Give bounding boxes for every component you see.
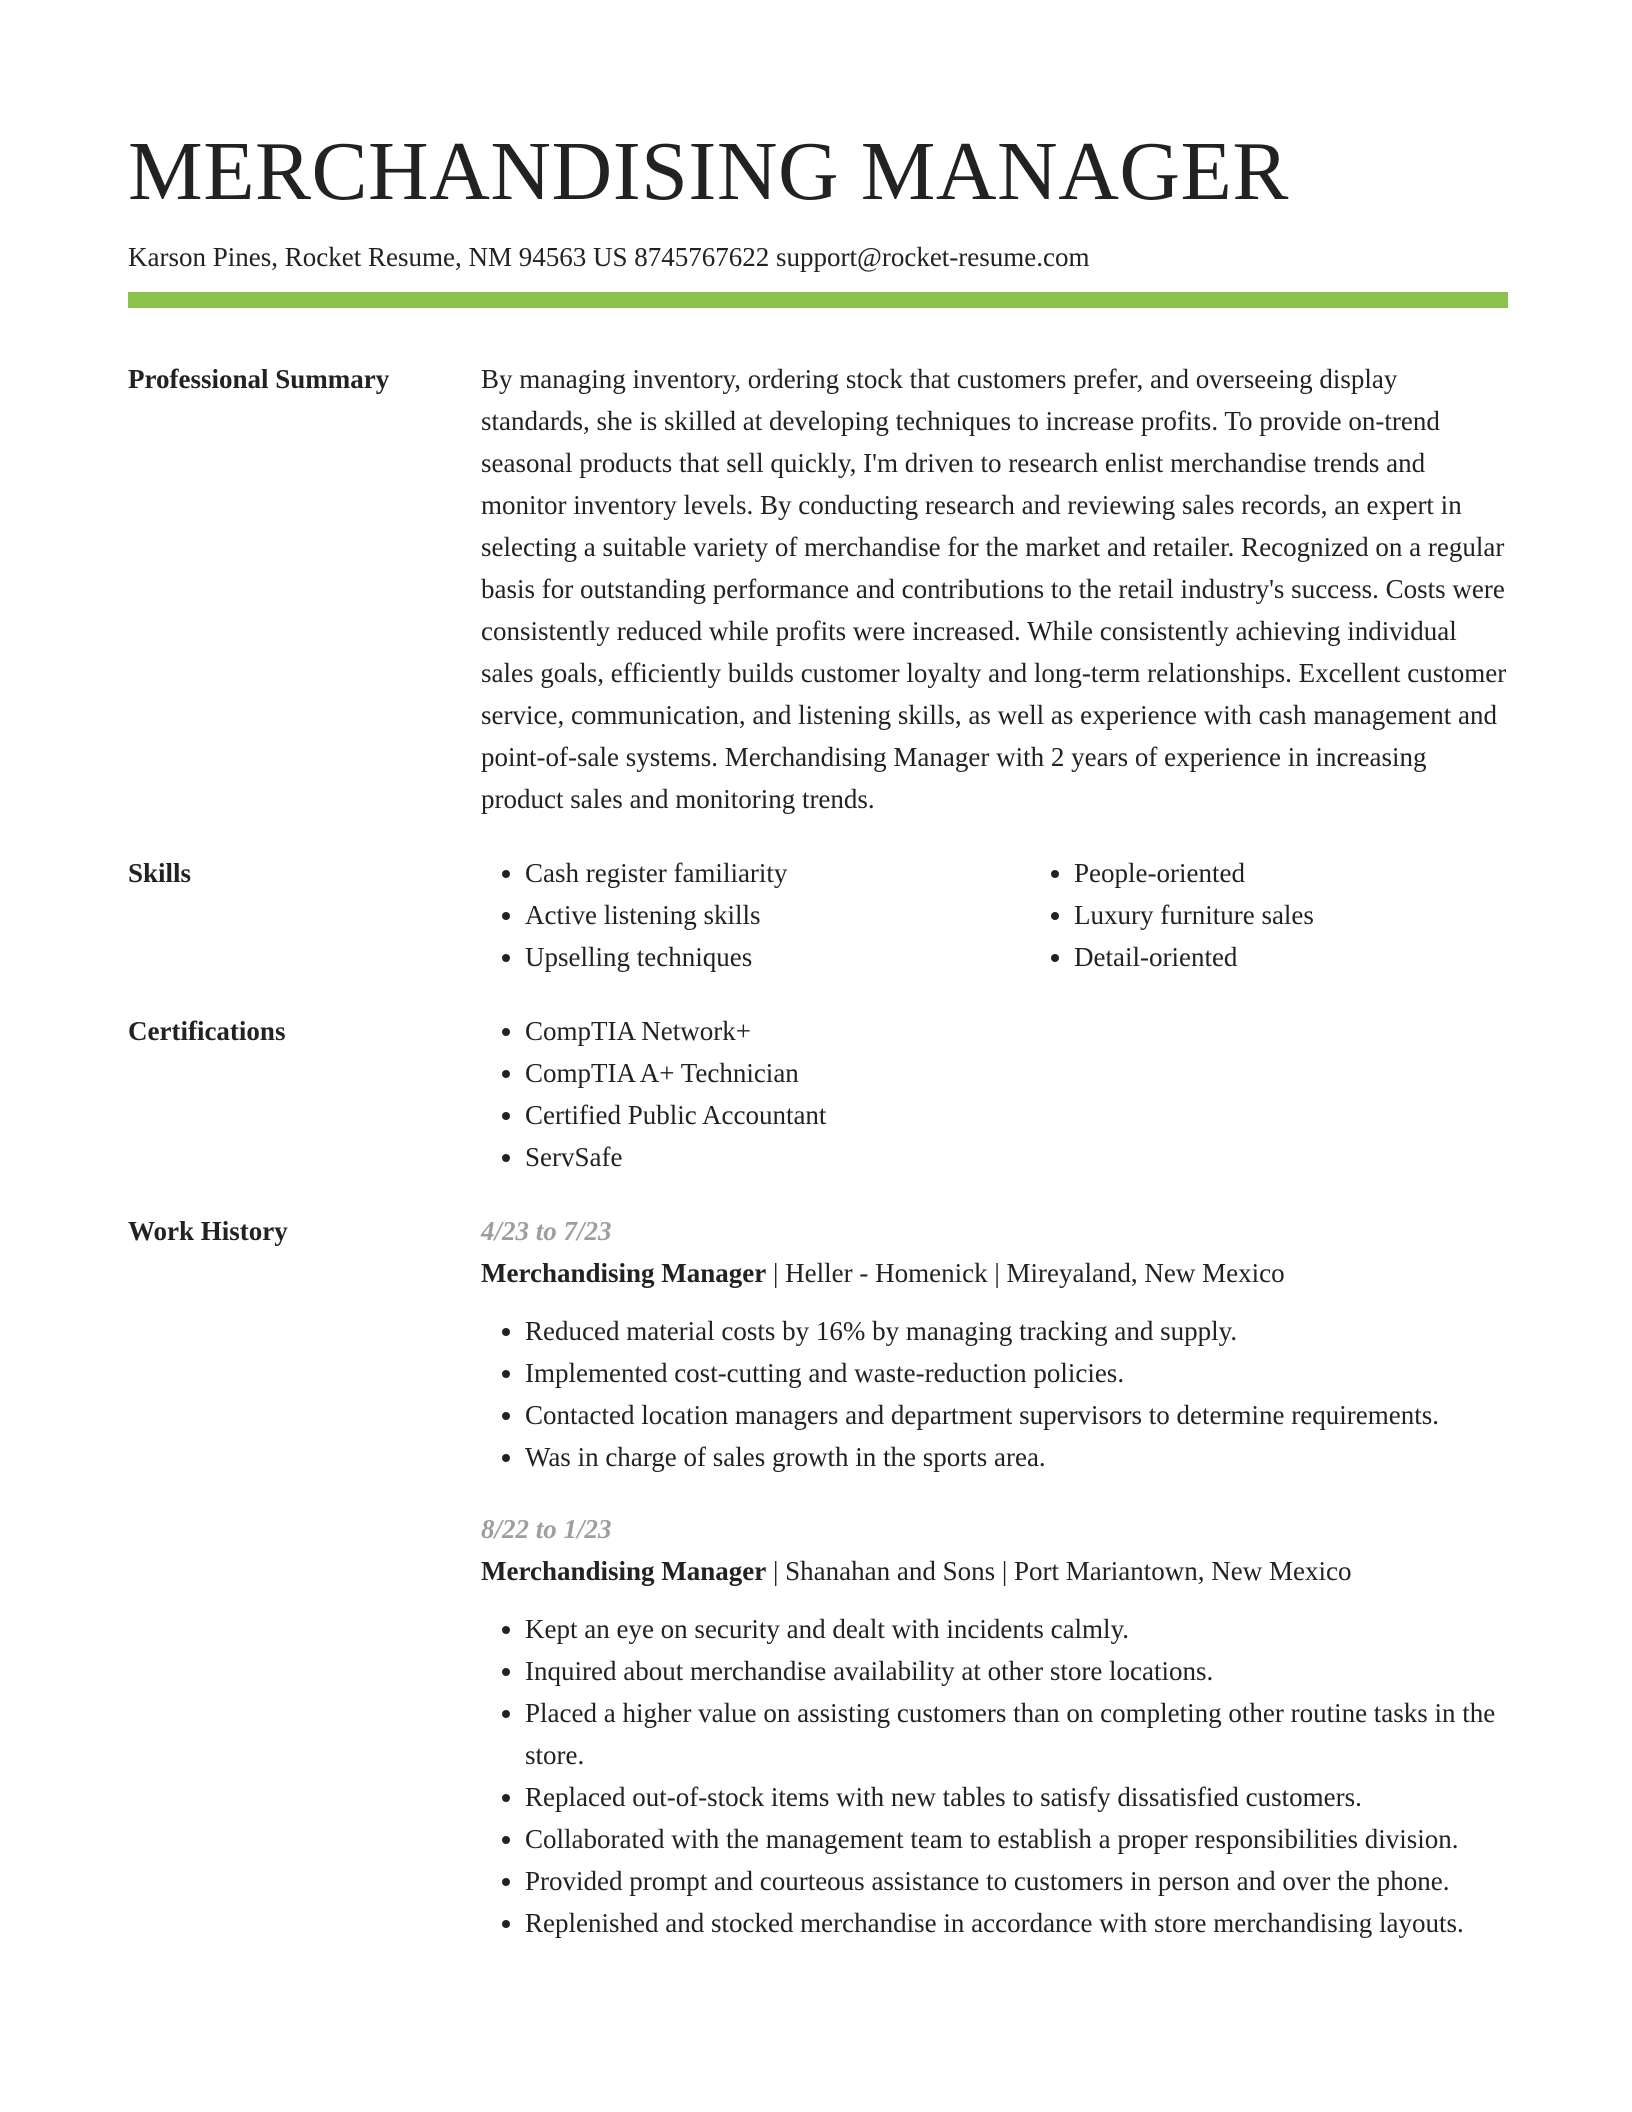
- skills-section: [128, 852, 1508, 978]
- contact-line: Karson Pines, Rocket Resume, NM 94563 US 8745767622 support@rocket-resume.com: [128, 242, 1090, 272]
- section-label: Work History: [128, 1216, 288, 1246]
- skill-item: • People-oriented: [1074, 852, 1579, 894]
- job-heading: [481, 1550, 1508, 1592]
- resume-name: MERCHANDISING MANAGER: [128, 125, 1289, 218]
- job-bullets: [481, 1608, 1508, 1944]
- job-company-location: | Shanahan and Sons | Port Mariantown, New Mexico: [766, 1556, 1352, 1586]
- summary-text: By managing inventory, ordering stock that customers prefer, and overseeing display standards, she is skilled at developing techniques to increase profits. To provide on-trend seasonal products that sell quickly, I'm driven to research enlist merchandise trends and monitor inventory levels. By conducting research and reviewing sales records, an expert in selecting a suitable variety of merchandise for the market and retailer. Recognized on a regular basis for outstanding performance and contributions to the retail industry's success. Costs were consistently reduced while profits were increased. While consistently achieving individual sales goals, efficiently builds customer loyalty and long-term relationships. Excellent customer service, communication, and listening skills, as well as experience with cash management and point-of-sale systems. Merchandising Manager with 2 years of experience in increasing product sales and monitoring trends.: [481, 364, 1507, 814]
- skill-item: • Upselling techniques: [525, 936, 1030, 978]
- job-bullet: • Implemented cost-cutting and waste-reduction policies.: [525, 1352, 1508, 1394]
- job-title: Merchandising Manager: [481, 1556, 767, 1586]
- skills-list-col2: [1030, 852, 1579, 978]
- job-dates: 8/22 to 1/23: [481, 1514, 612, 1544]
- job-bullet: • Replaced out-of-stock items with new tables to satisfy dissatisfied customers.: [525, 1776, 1508, 1818]
- job-bullet: • Reduced material costs by 16% by managing tracking and supply.: [525, 1310, 1508, 1352]
- job-entry: [481, 1508, 1508, 1944]
- job-bullet: • Replenished and stocked merchandise in accordance with store merchandising layouts.: [525, 1902, 1508, 1944]
- job-company-location: | Heller - Homenick | Mireyaland, New Mexico: [766, 1258, 1285, 1288]
- job-bullet: • Kept an eye on security and dealt with incidents calmly.: [525, 1608, 1508, 1650]
- job-bullet: • Placed a higher value on assisting customers than on completing other routine tasks in the store.: [525, 1692, 1508, 1776]
- job-bullet: • Contacted location managers and department supervisors to determine requirements.: [525, 1394, 1508, 1436]
- job-dates: 4/23 to 7/23: [481, 1216, 612, 1246]
- section-label: Certifications: [128, 1016, 286, 1046]
- job-bullet: • Provided prompt and courteous assistance to customers in person and over the phone.: [525, 1860, 1508, 1902]
- job-bullet: • Was in charge of sales growth in the sports area.: [525, 1436, 1508, 1478]
- section-label: Professional Summary: [128, 364, 390, 394]
- summary-section: [128, 358, 1508, 820]
- certifications-section: [128, 1010, 1508, 1178]
- skill-item: • Active listening skills: [525, 894, 1030, 936]
- section-label: Skills: [128, 858, 192, 888]
- certification-item: • CompTIA Network+: [525, 1010, 1508, 1052]
- accent-divider: [128, 292, 1508, 308]
- job-bullet: • Inquired about merchandise availability at other store locations.: [525, 1650, 1508, 1692]
- skill-item: • Cash register familiarity: [525, 852, 1030, 894]
- certifications-list: [481, 1010, 1508, 1178]
- job-bullet: • Collaborated with the management team to establish a proper responsibilities division.: [525, 1818, 1508, 1860]
- skill-item: • Detail-oriented: [1074, 936, 1579, 978]
- work-history-section: [128, 1210, 1508, 1974]
- skill-item: • Luxury furniture sales: [1074, 894, 1579, 936]
- certification-item: • CompTIA A+ Technician: [525, 1052, 1508, 1094]
- certification-item: • ServSafe: [525, 1136, 1508, 1178]
- job-bullets: [481, 1310, 1508, 1478]
- job-title: Merchandising Manager: [481, 1258, 767, 1288]
- resume-page: [128, 0, 1508, 1974]
- job-heading: [481, 1252, 1508, 1294]
- certification-item: • Certified Public Accountant: [525, 1094, 1508, 1136]
- skills-list-col1: [481, 852, 1030, 978]
- job-entry: [481, 1210, 1508, 1478]
